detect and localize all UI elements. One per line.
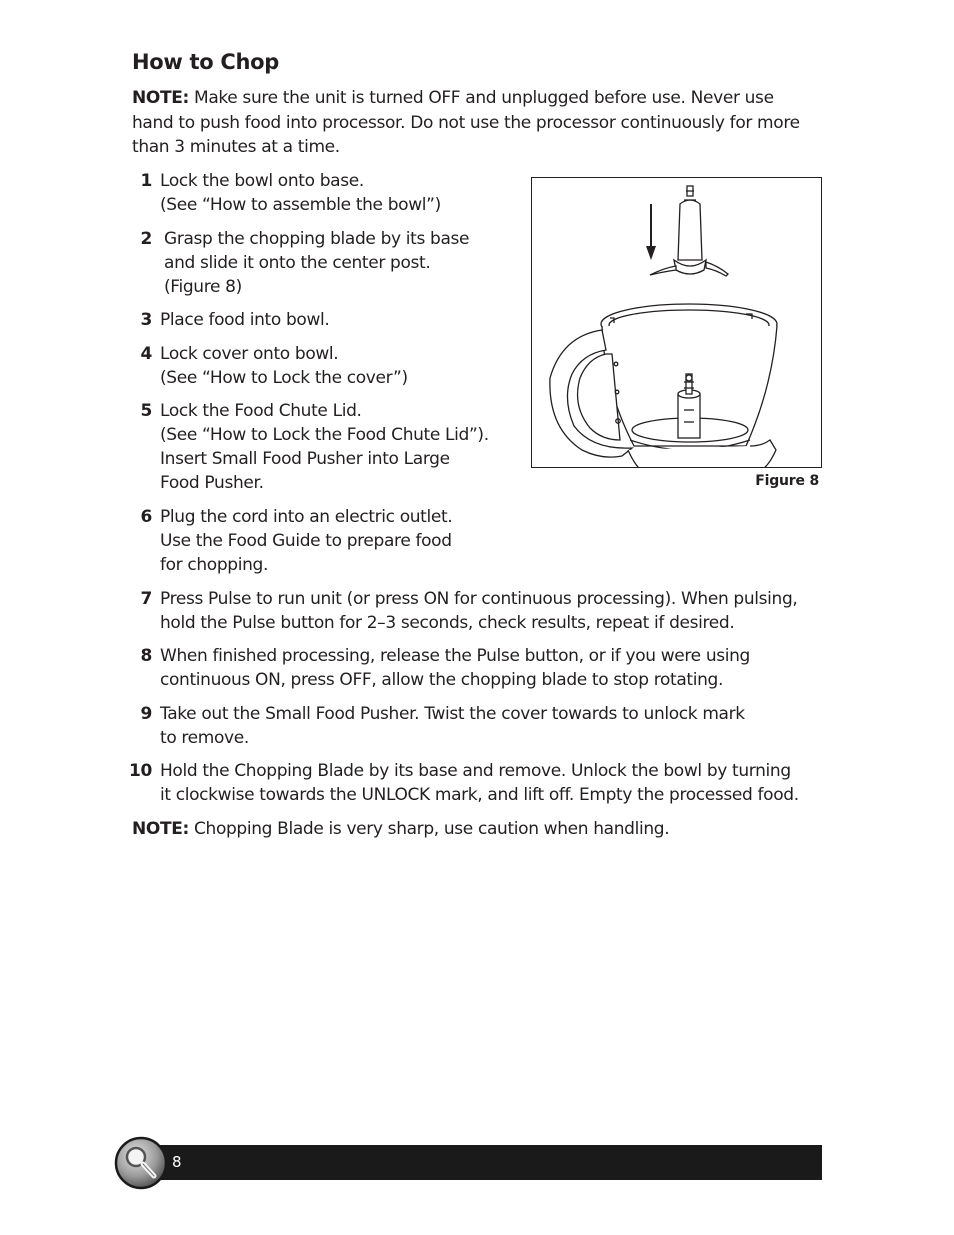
step-number: 3: [140, 310, 152, 330]
step-text-line: hold the Pulse button for 2–3 seconds, check results, repeat if desired.: [160, 613, 735, 633]
step-number: 7: [140, 589, 152, 609]
step-text-line: Press Pulse to run unit (or press ON for continuous processing). When pulsing,: [160, 589, 798, 609]
page-number: 8: [172, 1153, 182, 1171]
step-number: 5: [140, 401, 152, 421]
step-number: 1: [140, 171, 152, 191]
step-text-line: Plug the cord into an electric outlet.: [160, 507, 453, 527]
note-label: NOTE:: [132, 88, 189, 108]
step-text-line: continuous ON, press OFF, allow the chopping blade to stop rotating.: [160, 670, 724, 690]
step-text-line: Lock the bowl onto base.: [160, 171, 364, 191]
note-text: Chopping Blade is very sharp, use caution when handling.: [194, 819, 670, 839]
note-text-line: hand to push food into processor. Do not use the processor continuously for more: [132, 112, 800, 133]
step-text-line: Lock cover onto bowl.: [160, 344, 339, 364]
note-label: NOTE:: [132, 819, 189, 839]
note-top: [132, 86, 832, 160]
step-text-line: When finished processing, release the Pulse button, or if you were using: [160, 646, 750, 666]
step-number: 2: [140, 229, 152, 249]
step-number: 9: [140, 704, 152, 724]
step-text-line: for chopping.: [160, 555, 269, 575]
step-text-line: Use the Food Guide to prepare food: [160, 531, 452, 551]
step-text-line: and slide it onto the center post.: [164, 253, 431, 273]
step-text-line: to remove.: [160, 728, 249, 748]
footer-bar: [148, 1145, 822, 1180]
step-text-line: (See “How to Lock the Food Chute Lid”).: [160, 425, 489, 445]
step-text-line: (See “How to Lock the cover”): [160, 368, 408, 388]
note-text-line: than 3 minutes at a time.: [132, 137, 340, 157]
step-number: 4: [140, 344, 152, 364]
figure-8-frame: [531, 177, 822, 468]
step-text-line: Food Pusher.: [160, 473, 264, 493]
step-number: 8: [140, 646, 152, 666]
step-number: 6: [140, 507, 152, 527]
food-processor-bowl-with-blade-illustration: [532, 178, 821, 467]
step-text-line: it clockwise towards the UNLOCK mark, and lift off. Empty the processed food.: [160, 785, 799, 805]
step-text-line: Take out the Small Food Pusher. Twist the cover towards to unlock mark: [160, 704, 745, 724]
step-text-line: Grasp the chopping blade by its base: [164, 229, 470, 249]
page-title: How to Chop: [132, 50, 280, 74]
step-text-line: Place food into bowl.: [160, 310, 330, 330]
step-text-line: Hold the Chopping Blade by its base and remove. Unlock the bowl by turning: [160, 761, 791, 781]
note-text-line: Make sure the unit is turned OFF and unplugged before use. Never use: [194, 88, 774, 108]
note-bottom: [132, 817, 832, 842]
step-number: 10: [129, 761, 152, 781]
step-text-line: Lock the Food Chute Lid.: [160, 401, 362, 421]
figure-caption: Figure 8: [755, 473, 819, 489]
step-text-line: Insert Small Food Pusher into Large: [160, 449, 450, 469]
step-text-line: (Figure 8): [164, 277, 242, 297]
step-text-line: (See “How to assemble the bowl”): [160, 195, 441, 215]
magnifying-glass-icon: [114, 1136, 168, 1190]
